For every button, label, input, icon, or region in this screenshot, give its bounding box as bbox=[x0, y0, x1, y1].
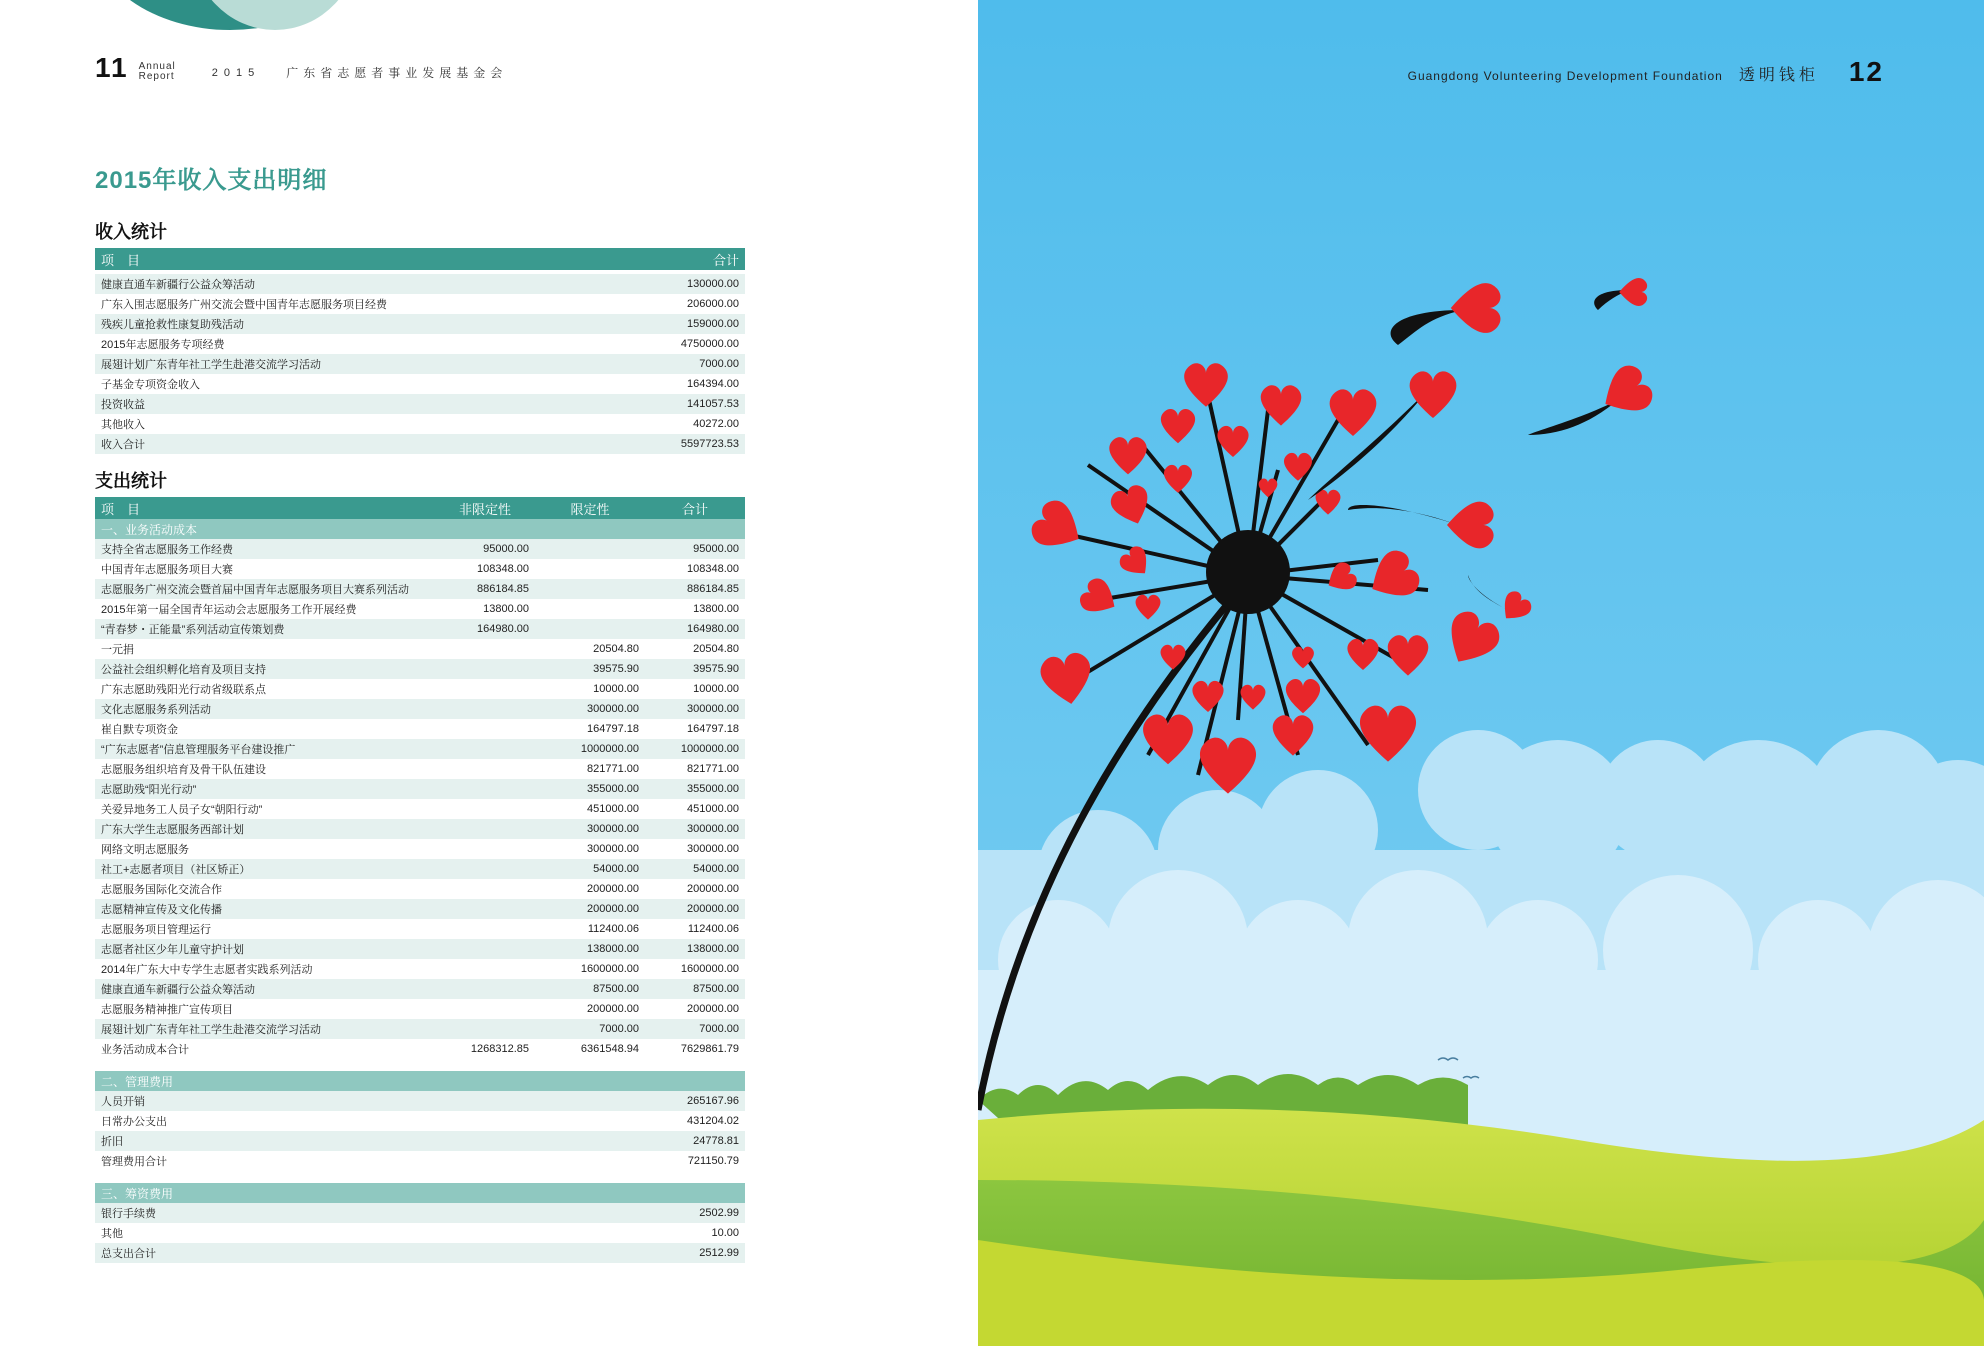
expense-item-name: 志愿助残“阳光行动” bbox=[95, 779, 435, 799]
income-row bbox=[95, 434, 745, 454]
expense-item-total: 20504.80 bbox=[693, 643, 739, 655]
category-heading: 三、筹资费用 bbox=[95, 1183, 745, 1203]
expense-row bbox=[95, 1223, 745, 1243]
expense-item-name: 人员开销 bbox=[95, 1091, 435, 1111]
expense-item-total: 112400.06 bbox=[687, 923, 739, 935]
expense-item-total: 300000.00 bbox=[645, 819, 745, 839]
expense-row bbox=[95, 999, 745, 1019]
expense-item-total: 87500.00 bbox=[645, 979, 745, 999]
expense-row bbox=[95, 799, 745, 819]
income-row bbox=[95, 294, 745, 314]
expense-item-restricted: 7000.00 bbox=[535, 1019, 645, 1039]
expense-item-unrestricted bbox=[435, 859, 535, 879]
right-page-illustration bbox=[978, 0, 1984, 1346]
expense-item-restricted: 200000.00 bbox=[535, 899, 645, 919]
expense-item-name: 展翅计划广东青年社工学生赴港交流学习活动 bbox=[95, 1019, 435, 1039]
expense-item-total: 95000.00 bbox=[645, 539, 745, 559]
income-item-name: 子基金专项资金收入 bbox=[101, 379, 200, 391]
expense-item-unrestricted bbox=[435, 679, 535, 699]
expense-item-unrestricted bbox=[435, 839, 535, 859]
section-spacer bbox=[95, 1059, 745, 1071]
organization-name: 广东省志愿者事业发展基金会 bbox=[286, 66, 508, 80]
expense-item-unrestricted bbox=[435, 719, 535, 739]
income-item-name: 健康直通车新疆行公益众筹活动 bbox=[95, 274, 621, 294]
expense-row bbox=[95, 879, 745, 899]
expense-item-restricted: 20504.80 bbox=[593, 643, 639, 655]
expense-item-name: 志愿者社区少年儿童守护计划 bbox=[95, 939, 435, 959]
expense-item-unrestricted: 1268312.85 bbox=[470, 1043, 529, 1055]
expense-item-restricted: 300000.00 bbox=[535, 699, 645, 719]
expense-section-title: 支出统计 bbox=[95, 471, 167, 491]
expense-item-name: 公益社会组织孵化培育及项目支持 bbox=[95, 659, 435, 679]
empty-cell bbox=[435, 1203, 645, 1223]
empty-cell bbox=[435, 1223, 645, 1243]
expense-item-name: 其他 bbox=[101, 1228, 123, 1240]
expense-row bbox=[95, 579, 745, 599]
expense-item-restricted: 200000.00 bbox=[587, 1003, 639, 1015]
expense-item-total: 2502.99 bbox=[645, 1203, 745, 1223]
expense-item-total: 7629861.79 bbox=[680, 1043, 739, 1055]
expense-item-total: 355000.00 bbox=[645, 779, 745, 799]
expense-item-name: “青春梦・正能量”系列活动宣传策划费 bbox=[95, 619, 435, 639]
foundation-name-english: Guangdong Volunteering Development Foundation bbox=[1407, 69, 1723, 83]
expense-item-name: 广东志愿助残阳光行动省级联系点 bbox=[101, 684, 266, 696]
expense-item-unrestricted bbox=[435, 779, 535, 799]
business-cost-heading bbox=[95, 519, 745, 539]
expense-item-restricted bbox=[535, 559, 645, 579]
expense-item-total: 2512.99 bbox=[645, 1243, 745, 1263]
expense-item-total: 7000.00 bbox=[645, 1019, 745, 1039]
expense-item-name: 中国青年志愿服务项目大赛 bbox=[101, 564, 233, 576]
report-year: 2015 bbox=[211, 67, 261, 79]
expense-item-unrestricted bbox=[435, 899, 535, 919]
income-row bbox=[95, 334, 745, 354]
expense-item-restricted bbox=[535, 619, 645, 639]
col-total-header: 合计 bbox=[645, 497, 745, 519]
expense-item-restricted: 1000000.00 bbox=[535, 739, 645, 759]
col-restricted-header: 限定性 bbox=[535, 497, 645, 519]
expense-item-restricted: 164797.18 bbox=[587, 723, 639, 735]
category-heading: 一、业务活动成本 bbox=[95, 519, 745, 539]
income-item-total: 7000.00 bbox=[621, 354, 745, 374]
expense-item-restricted: 300000.00 bbox=[535, 819, 645, 839]
expense-item-name: “广东志愿者”信息管理服务平台建设推广 bbox=[95, 739, 435, 759]
expense-item-unrestricted bbox=[435, 699, 535, 719]
expense-item-name: 2014年广东大中专学生志愿者实践系列活动 bbox=[101, 964, 313, 976]
expense-item-restricted: 87500.00 bbox=[535, 979, 645, 999]
expense-row bbox=[95, 1131, 745, 1151]
expense-item-name: 管理费用合计 bbox=[101, 1156, 167, 1168]
expense-item-name: 志愿服务广州交流会暨首届中国青年志愿服务项目大赛系列活动 bbox=[95, 579, 435, 599]
expense-row bbox=[95, 619, 745, 639]
expense-item-name: 关爱异地务工人员子女“朝阳行动” bbox=[101, 804, 263, 816]
expense-item-total: 164797.18 bbox=[687, 723, 739, 735]
expense-item-total: 13800.00 bbox=[693, 603, 739, 615]
expense-item-total: 164980.00 bbox=[645, 619, 745, 639]
empty-cell bbox=[435, 1243, 645, 1263]
expense-item-name: 支持全省志愿服务工作经费 bbox=[95, 539, 435, 559]
expense-item-name: 2015年第一届全国青年运动会志愿服务工作开展经费 bbox=[101, 604, 357, 616]
expense-item-total: 721150.79 bbox=[687, 1155, 739, 1167]
expense-row bbox=[95, 1111, 745, 1131]
expense-item-unrestricted bbox=[435, 999, 535, 1019]
expense-item-restricted: 112400.06 bbox=[587, 923, 639, 935]
income-row bbox=[95, 374, 745, 394]
expense-table-header bbox=[95, 497, 745, 519]
expense-item-total: 54000.00 bbox=[645, 859, 745, 879]
expense-row bbox=[95, 899, 745, 919]
expense-row bbox=[95, 819, 745, 839]
expense-item-total: 821771.00 bbox=[687, 763, 739, 775]
expense-item-total: 1000000.00 bbox=[645, 739, 745, 759]
expense-item-restricted: 10000.00 bbox=[593, 683, 639, 695]
expense-item-total: 10000.00 bbox=[693, 683, 739, 695]
expense-row bbox=[95, 839, 745, 859]
expense-row bbox=[95, 739, 745, 759]
expense-row bbox=[95, 599, 745, 619]
income-item-total: 40272.00 bbox=[693, 418, 739, 430]
income-item-total: 141057.53 bbox=[621, 394, 745, 414]
management-cost-heading bbox=[95, 1071, 745, 1091]
col-total-header: 合计 bbox=[621, 248, 745, 270]
income-row bbox=[95, 354, 745, 374]
expense-row bbox=[95, 1091, 745, 1111]
expense-row bbox=[95, 779, 745, 799]
expense-row bbox=[95, 979, 745, 999]
expense-item-restricted: 200000.00 bbox=[587, 883, 639, 895]
expense-item-unrestricted bbox=[435, 979, 535, 999]
dandelion-head bbox=[1206, 530, 1290, 614]
expense-item-total: 265167.96 bbox=[645, 1091, 745, 1111]
income-item-total: 159000.00 bbox=[621, 314, 745, 334]
expense-row bbox=[95, 919, 745, 939]
col-item-header: 项 目 bbox=[95, 497, 435, 519]
fundraising-cost-heading bbox=[95, 1183, 745, 1203]
expense-item-name: 志愿服务精神推广宣传项目 bbox=[101, 1004, 233, 1016]
expense-item-unrestricted bbox=[435, 1019, 535, 1039]
expense-item-restricted bbox=[535, 579, 645, 599]
expense-item-name: 志愿服务组织培育及骨干队伍建设 bbox=[101, 764, 266, 776]
expense-item-total: 10.00 bbox=[711, 1227, 739, 1239]
income-table-header bbox=[95, 248, 745, 270]
income-section bbox=[95, 218, 745, 454]
expense-row bbox=[95, 959, 745, 979]
expense-row bbox=[95, 1243, 745, 1263]
expense-item-name: 网络文明志愿服务 bbox=[101, 844, 189, 856]
expense-row bbox=[95, 659, 745, 679]
income-row bbox=[95, 274, 745, 294]
expense-item-total: 138000.00 bbox=[645, 939, 745, 959]
income-item-name: 投资收益 bbox=[95, 394, 621, 414]
expense-item-unrestricted bbox=[435, 659, 535, 679]
income-item-name: 2015年志愿服务专项经费 bbox=[101, 339, 225, 351]
expense-row bbox=[95, 1203, 745, 1223]
expense-item-restricted: 821771.00 bbox=[587, 763, 639, 775]
col-item-header: 项 目 bbox=[95, 248, 621, 270]
expense-item-restricted: 451000.00 bbox=[587, 803, 639, 815]
expense-item-unrestricted: 95000.00 bbox=[435, 539, 535, 559]
income-item-name: 残疾儿童抢救性康复助残活动 bbox=[95, 314, 621, 334]
expense-item-unrestricted bbox=[435, 939, 535, 959]
expense-item-total: 451000.00 bbox=[687, 803, 739, 815]
expense-item-total: 431204.02 bbox=[687, 1115, 739, 1127]
category-heading: 二、管理费用 bbox=[95, 1071, 745, 1091]
expense-item-unrestricted bbox=[435, 819, 535, 839]
expense-item-name: 折旧 bbox=[95, 1131, 435, 1151]
empty-cell bbox=[435, 1151, 645, 1171]
income-row bbox=[95, 314, 745, 334]
expense-item-unrestricted: 164980.00 bbox=[435, 619, 535, 639]
section-name: 透明钱柜 bbox=[1738, 67, 1819, 84]
income-section-title: 收入统计 bbox=[95, 222, 167, 242]
page-number: 11 bbox=[95, 52, 129, 83]
expense-item-total: 300000.00 bbox=[687, 843, 739, 855]
expense-item-unrestricted bbox=[435, 639, 535, 659]
expense-row bbox=[95, 939, 745, 959]
expense-item-total: 200000.00 bbox=[687, 883, 739, 895]
expense-item-name: 广东大学生志愿服务西部计划 bbox=[95, 819, 435, 839]
expense-item-unrestricted bbox=[435, 959, 535, 979]
expense-item-restricted: 355000.00 bbox=[535, 779, 645, 799]
expense-row bbox=[95, 679, 745, 699]
expense-item-unrestricted bbox=[435, 919, 535, 939]
expense-item-restricted: 1600000.00 bbox=[580, 963, 639, 975]
expense-item-name: 总支出合计 bbox=[95, 1243, 435, 1263]
income-item-name: 收入合计 bbox=[95, 434, 621, 454]
income-item-total: 130000.00 bbox=[621, 274, 745, 294]
dandelion-illustration bbox=[978, 0, 1984, 1346]
expense-row bbox=[95, 699, 745, 719]
expense-table bbox=[95, 497, 745, 1263]
income-table bbox=[95, 248, 745, 454]
expense-item-unrestricted: 108348.00 bbox=[477, 563, 529, 575]
expense-item-name: 社工+志愿者项目（社区矫正） bbox=[95, 859, 435, 879]
expense-item-name: 志愿精神宣传及文化传播 bbox=[95, 899, 435, 919]
expense-item-name: 崔自默专项资金 bbox=[101, 724, 178, 736]
expense-item-total: 200000.00 bbox=[687, 1003, 739, 1015]
expense-item-restricted bbox=[535, 539, 645, 559]
expense-item-unrestricted bbox=[435, 799, 535, 819]
income-item-total: 4750000.00 bbox=[680, 338, 739, 350]
left-page bbox=[0, 0, 978, 1346]
expense-item-restricted: 6361548.94 bbox=[580, 1043, 639, 1055]
expense-item-total: 200000.00 bbox=[645, 899, 745, 919]
expense-item-name: 志愿服务国际化交流合作 bbox=[101, 884, 222, 896]
expense-item-restricted bbox=[535, 599, 645, 619]
expense-item-unrestricted: 886184.85 bbox=[435, 579, 535, 599]
expense-item-unrestricted: 13800.00 bbox=[483, 603, 529, 615]
expense-item-total: 886184.85 bbox=[645, 579, 745, 599]
expense-row bbox=[95, 1039, 745, 1059]
expense-item-total: 39575.90 bbox=[645, 659, 745, 679]
expense-row bbox=[95, 859, 745, 879]
expense-item-name: 志愿服务项目管理运行 bbox=[101, 924, 211, 936]
income-item-name: 展翅计划广东青年社工学生赴港交流学习活动 bbox=[95, 354, 621, 374]
section-spacer bbox=[95, 1171, 745, 1183]
expense-row bbox=[95, 719, 745, 739]
expense-row bbox=[95, 759, 745, 779]
col-unrestricted-header: 非限定性 bbox=[435, 497, 535, 519]
expense-item-name: 银行手续费 bbox=[95, 1203, 435, 1223]
expense-row bbox=[95, 539, 745, 559]
expense-item-restricted: 54000.00 bbox=[535, 859, 645, 879]
expense-item-name: 一元捐 bbox=[101, 644, 134, 656]
expense-item-unrestricted bbox=[435, 879, 535, 899]
expense-item-unrestricted bbox=[435, 759, 535, 779]
empty-cell bbox=[435, 1111, 645, 1131]
empty-cell bbox=[435, 1131, 645, 1151]
expense-item-name: 文化志愿服务系列活动 bbox=[95, 699, 435, 719]
expense-item-total: 1600000.00 bbox=[680, 963, 739, 975]
income-item-total: 164394.00 bbox=[687, 378, 739, 390]
expense-item-name: 健康直通车新疆行公益众筹活动 bbox=[95, 979, 435, 999]
expense-section bbox=[95, 467, 745, 1263]
annual-report-label: Annual Report bbox=[138, 61, 176, 82]
expense-row bbox=[95, 639, 745, 659]
expense-item-name: 日常办公支出 bbox=[101, 1116, 167, 1128]
expense-row bbox=[95, 1019, 745, 1039]
expense-item-restricted: 138000.00 bbox=[535, 939, 645, 959]
income-item-name: 广东入围志愿服务广州交流会暨中国青年志愿服务项目经费 bbox=[101, 299, 387, 311]
income-row bbox=[95, 414, 745, 434]
expense-item-total: 300000.00 bbox=[645, 699, 745, 719]
expense-item-restricted: 300000.00 bbox=[587, 843, 639, 855]
empty-cell bbox=[435, 1091, 645, 1111]
income-row bbox=[95, 394, 745, 414]
expense-item-total: 108348.00 bbox=[687, 563, 739, 575]
expense-item-restricted: 39575.90 bbox=[535, 659, 645, 679]
expense-item-total: 24778.81 bbox=[645, 1131, 745, 1151]
income-item-name: 其他收入 bbox=[101, 419, 145, 431]
page-title: 2015年收入支出明细 bbox=[95, 167, 328, 194]
page-header-right bbox=[1408, 58, 1884, 86]
page-header-left bbox=[95, 54, 507, 82]
expense-item-name: 业务活动成本合计 bbox=[101, 1044, 189, 1056]
expense-item-unrestricted bbox=[435, 739, 535, 759]
expense-row bbox=[95, 1151, 745, 1171]
expense-row bbox=[95, 559, 745, 579]
income-item-total: 5597723.53 bbox=[621, 434, 745, 454]
income-item-total: 206000.00 bbox=[687, 298, 739, 310]
page-number: 12 bbox=[1848, 56, 1884, 87]
